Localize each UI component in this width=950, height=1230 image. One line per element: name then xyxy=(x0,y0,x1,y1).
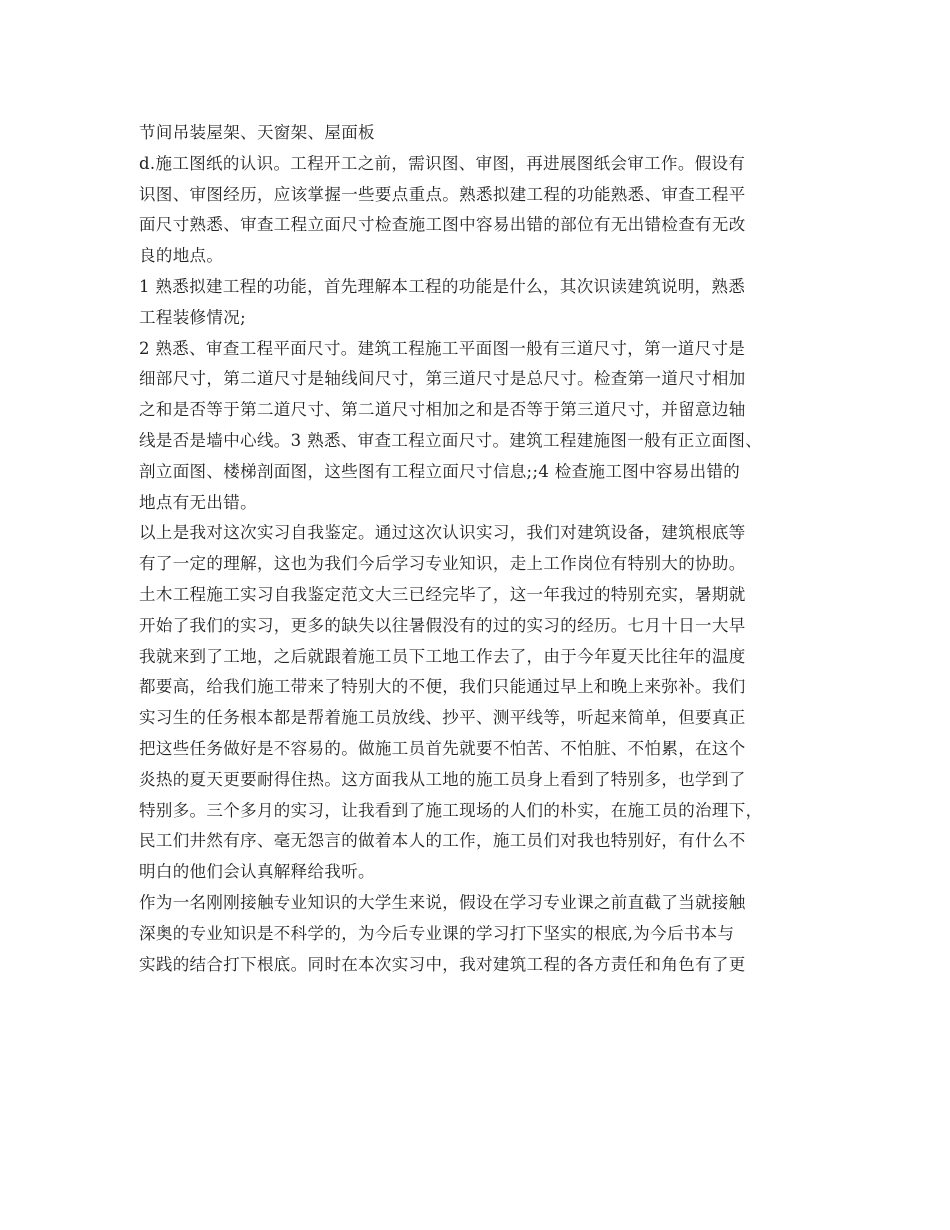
text-line: 节间吊装屋架、天窗架、屋面板 xyxy=(139,123,375,142)
text-line: 土木工程施工实习自我鉴定范文大三已经完毕了，这一年我过的特别充实，暑期就 xyxy=(139,584,746,604)
text-line: 之和是否等于第二道尺寸、第二道尺寸相加之和是否等于第三道尺寸，并留意边轴 xyxy=(139,400,746,420)
text-line: 剖立面图、楼梯剖面图，这些图有工程立面尺寸信息;;4 检查施工图中容易出错的 xyxy=(139,461,741,481)
text-line: 实习生的任务根本都是帮着施工员放线、抄平、测平线等，听起来简单，但要真正 xyxy=(139,708,746,728)
text-line: 深奥的专业知识是不科学的，为今后专业课的学习打下坚实的根底,为今后书本与 xyxy=(139,923,735,943)
text-line: 明白的他们会认真解释给我听。 xyxy=(139,862,375,882)
text-line: 特别多。三个多月的实习，让我看到了施工现场的人们的朴实，在施工员的治理下， xyxy=(139,800,763,820)
text-line: 炎热的夏天更要耐得住热。这方面我从工地的施工员身上看到了特别多，也学到了 xyxy=(139,769,746,789)
text-line: 都要高，给我们施工带来了特别大的不便，我们只能通过早上和晚上来弥补。我们 xyxy=(139,677,746,697)
text-line: 我就来到了工地，之后就跟着施工员下工地工作去了，由于今年夏天比往年的温度 xyxy=(139,646,746,666)
text-line: 民工们井然有序、毫无怨言的做着本人的工作，施工员们对我也特别好，有什么不 xyxy=(139,831,746,851)
text-line: 地点有无出错。 xyxy=(139,492,257,512)
text-line: 以上是我对这次实习自我鉴定。通过这次认识实习，我们对建筑设备，建筑根底等 xyxy=(139,523,746,543)
text-line: 1 熟悉拟建工程的功能，首先理解本工程的功能是什么，其次识读建筑说明，熟悉 xyxy=(139,276,746,296)
text-line: 细部尺寸，第二道尺寸是轴线间尺寸，第三道尺寸是总尺寸。检查第一道尺寸相加 xyxy=(139,369,746,389)
text-line: 有了一定的理解，这也为我们今后学习专业知识，走上工作岗位有特别大的协助。 xyxy=(139,554,746,574)
document-body xyxy=(139,118,829,980)
text-line: 实践的结合打下根底。同时在本次实习中，我对建筑工程的各方责任和角色有了更 xyxy=(139,954,746,974)
text-line: 良的地点。 xyxy=(139,246,224,266)
text-line: 识图、审图经历，应该掌握一些要点重点。熟悉拟建工程的功能熟悉、审查工程平 xyxy=(139,184,746,204)
text-line: d.施工图纸的认识。工程开工之前，需识图、审图，再进展图纸会审工作。假设有 xyxy=(139,153,746,173)
text-line: 开始了我们的实习，更多的缺失以往暑假没有的过的实习的经历。七月十日一大早 xyxy=(139,615,746,635)
text-line: 线是否是墙中心线。3 熟悉、审查工程立面尺寸。建筑工程建施图一般有正立面图、 xyxy=(139,430,763,450)
text-line: 作为一名刚刚接触专业知识的大学生来说，假设在学习专业课之前直截了当就接触 xyxy=(139,892,746,912)
text-line: 工程装修情况; xyxy=(139,307,247,327)
text-line: 面尺寸熟悉、审查工程立面尺寸检查施工图中容易出错的部位有无出错检查有无改 xyxy=(139,215,746,235)
text-line: 2 熟悉、审查工程平面尺寸。建筑工程施工平面图一般有三道尺寸，第一道尺寸是 xyxy=(139,338,746,358)
text-line: 把这些任务做好是不容易的。做施工员首先就要不怕苦、不怕脏、不怕累，在这个 xyxy=(139,738,746,758)
